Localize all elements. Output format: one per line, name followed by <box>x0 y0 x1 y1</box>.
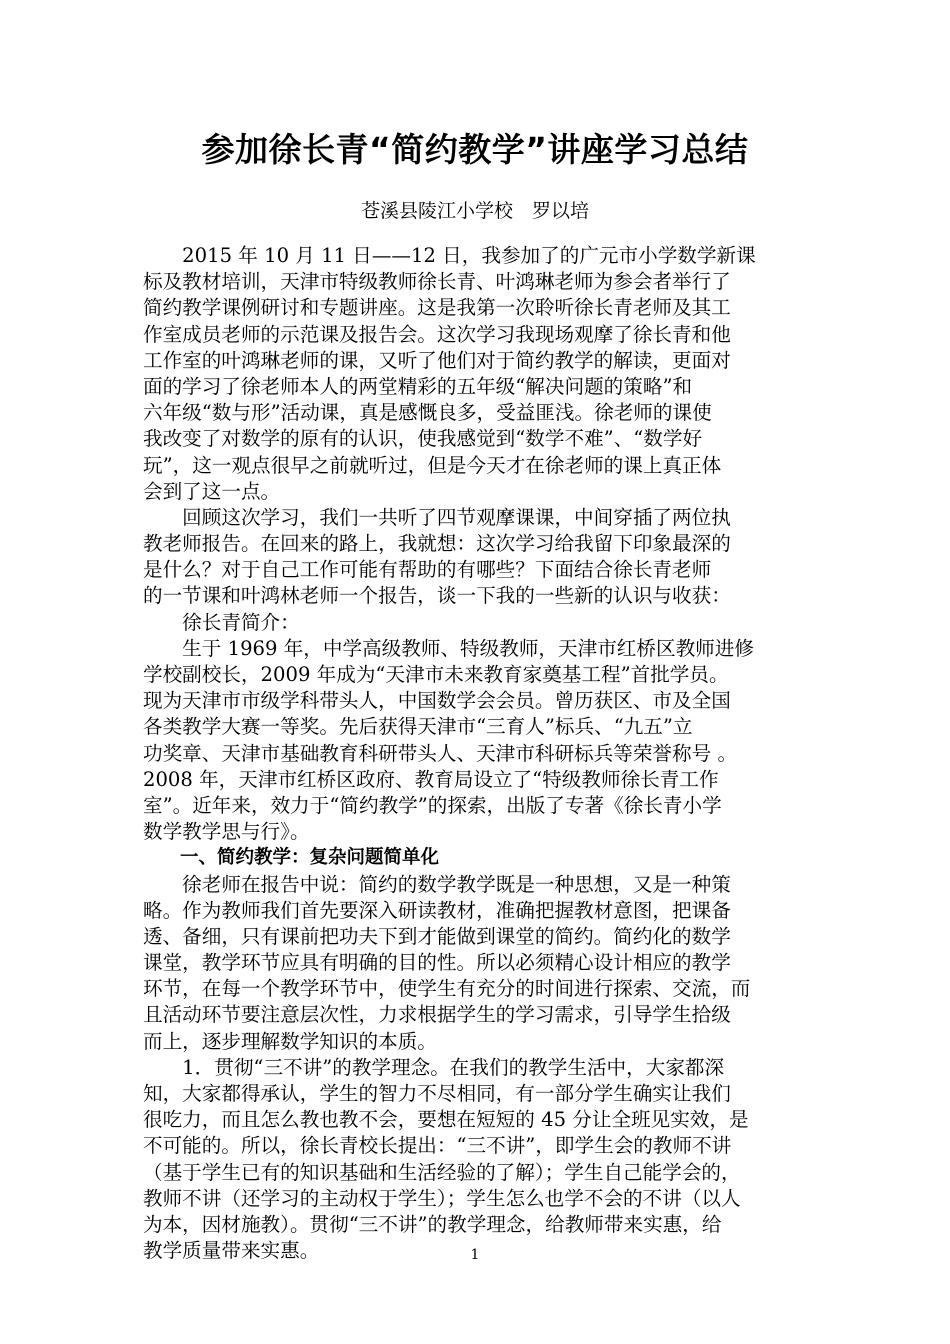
text-line: 作室成员老师的示范课及报告会。这次学习我现场观摩了徐长青和他 <box>143 322 731 346</box>
text-line: 功奖章、天津市基础教育科研带头人、天津市科研标兵等荣誉称号 。 <box>143 741 738 765</box>
text-line: 环节，在每一个教学环节中，使学生有充分的时间进行探索、交流，而 <box>143 977 751 1001</box>
text-line: 略。作为教师我们首先要深入研读教材，准确把握教材意图，把课备 <box>143 898 731 922</box>
text-line: 现为天津市市级学科带头人，中国数学会会员。曾历获区、市及全国 <box>143 689 731 713</box>
text-line: 为本，因材施教）。贯彻“三不讲”的教学理念，给教师带来实惠，给 <box>143 1212 722 1236</box>
text-line: 很吃力，而且怎么教也教不会，要想在短短的 45 分让全班见实效，是 <box>143 1108 749 1132</box>
text-line: 不可能的。所以，徐长青校长提出：“三不讲”，即学生会的教师不讲 <box>143 1134 732 1158</box>
text-line: 2008 年，天津市红桥区政府、教育局设立了“特级教师徐长青工作 <box>143 767 719 791</box>
text-line: 玩”，这一观点很早之前就听过，但是今天才在徐老师的课上真正体 <box>143 453 722 477</box>
text-line: 简约教学课例研讨和专题讲座。这是我第一次聆听徐长青老师及其工 <box>143 296 731 320</box>
text-line: 室”。近年来，效力于“简约教学”的探索，出版了专著《徐长青小学 <box>143 793 722 817</box>
text-line: 数学教学思与行》。 <box>143 820 310 844</box>
text-line: 生于 1969 年，中学高级教师、特级教师，天津市红桥区教师进修 <box>143 636 754 660</box>
text-line: 2015 年 10 月 11 日——12 日，我参加了的广元市小学数学新课 <box>143 244 756 267</box>
text-line: 1．贯彻“三不讲”的教学理念。在我们的教学生活中，大家都深 <box>143 1055 725 1079</box>
text-line: 知，大家都得承认，学生的智力不尽相同，有一部分学生确实让我们 <box>143 1082 731 1105</box>
text-line: 工作室的叶鸿琳老师的课，又听了他们对于简约教学的解读，更面对 <box>143 348 731 372</box>
text-line: 回顾这次学习，我们一共听了四节观摩课课，中间穿插了两位执 <box>143 505 731 529</box>
text-line: 面的学习了徐老师本人的两堂精彩的五年级“解决问题的策略”和 <box>143 374 693 398</box>
section-heading: 一、简约教学：复杂问题简单化 <box>143 847 440 869</box>
text-line: 各类教学大赛一等奖。先后获得天津市“三育人”标兵、“九五”立 <box>143 715 693 739</box>
text-line: 我改变了对数学的原有的认识，使我感觉到“数学不难”、“数学好 <box>143 427 703 451</box>
document-title: 参加徐长青“简约教学”讲座学习总结 <box>201 130 749 169</box>
text-line: 且活动环节要注意层次性，力求根据学生的学习需求，引导学生拾级 <box>143 1003 731 1027</box>
text-line: 会到了这一点。 <box>143 479 281 503</box>
text-line: 六年级“数与形”活动课，真是感慨良多，受益匪浅。徐老师的课使 <box>143 401 712 425</box>
text-line: 徐老师在报告中说：简约的数学教学既是一种思想，又是一种策 <box>143 872 731 896</box>
text-line: 的一节课和叶鸿林老师一个报告，谈一下我的一些新的认识与收获： <box>143 584 731 608</box>
text-line: 而上，逐步理解数学知识的本质。 <box>143 1029 437 1053</box>
document-body <box>143 243 809 1264</box>
text-line: 是什么？对于自己工作可能有帮助的有哪些？下面结合徐长青老师 <box>143 558 712 582</box>
text-line: （基于学生已有的知识基础和生活经验的了解）；学生自己能学会的， <box>143 1160 741 1184</box>
page-number: 1 <box>470 1247 480 1263</box>
text-line: 教老师报告。在回来的路上，我就想：这次学习给我留下印象最深的 <box>143 532 731 556</box>
text-line: 标及教材培训，天津市特级教师徐长青、叶鸿琳老师为参会者举行了 <box>143 270 731 294</box>
text-line: 教师不讲（还学习的主动权于学生）；学生怎么也学不会的不讲（以人 <box>143 1186 741 1210</box>
text-line: 徐长青简介： <box>143 610 300 634</box>
text-line: 学校副校长，2009 年成为“天津市未来教育家奠基工程”首批学员。 <box>143 663 729 686</box>
text-line: 课堂，教学环节应具有明确的目的性。所以必须精心设计相应的教学 <box>143 951 731 975</box>
text-line: 透、备细，只有课前把功夫下到才能做到课堂的简约。简约化的数学 <box>143 924 731 948</box>
author-byline: 苍溪县陵江小学校 罗以培 <box>360 200 589 222</box>
text-line: 教学质量带来实惠。 <box>143 1239 320 1263</box>
